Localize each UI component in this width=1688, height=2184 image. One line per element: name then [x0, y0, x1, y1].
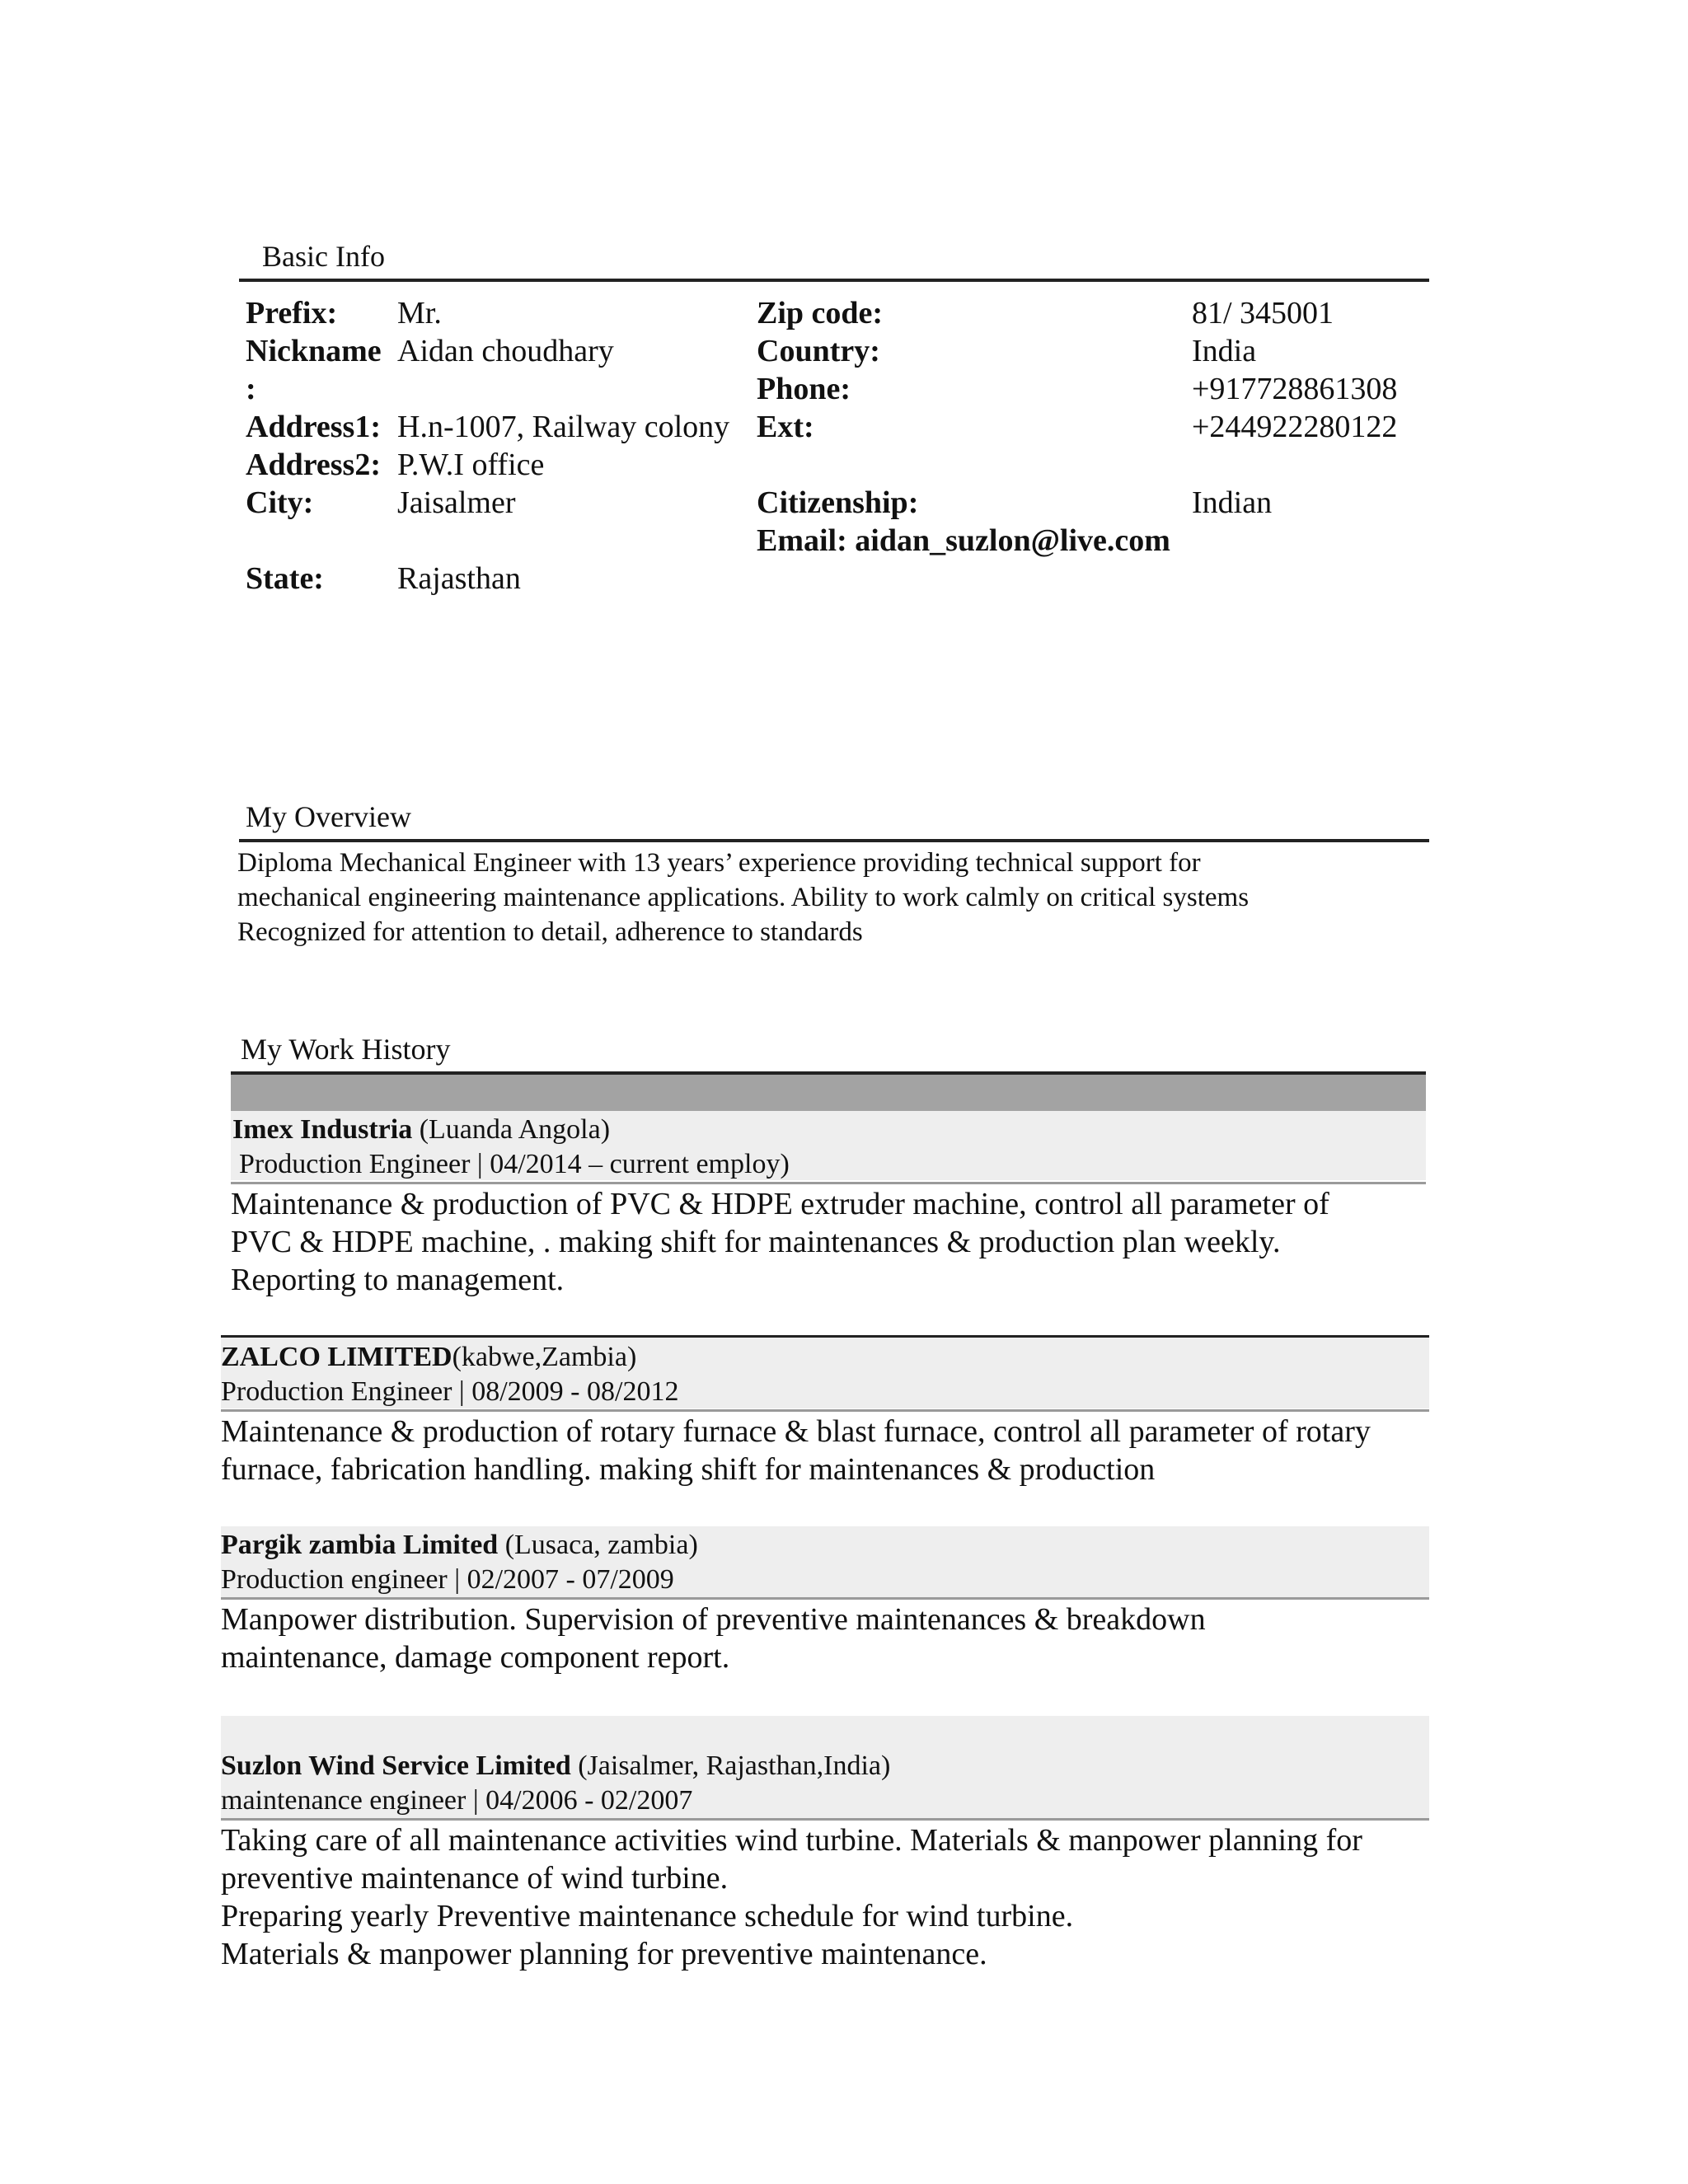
job-role-dates: Production Engineer | 04/2014 – current employ) [239, 1149, 790, 1179]
company-location: (kabwe,Zambia) [452, 1342, 637, 1372]
job-description-line: Materials & manpower planning for preventive maintenance. [221, 1937, 987, 1971]
job-description-line: Maintenance & production of PVC & HDPE extruder machine, control all parameter of [231, 1187, 1329, 1221]
job-description-line: Taking care of all maintenance activities wind turbine. Materials & manpower planning for [221, 1823, 1362, 1858]
job-company [221, 1342, 636, 1373]
company-name: Imex Industria [232, 1114, 413, 1145]
nickname-label: Nickname [246, 334, 382, 368]
company-name: ZALCO LIMITED [221, 1342, 452, 1372]
country-label: Country: [757, 334, 880, 368]
job-divider [231, 1182, 1426, 1184]
nickname-label-colon: : [246, 372, 256, 406]
section-divider [239, 839, 1429, 842]
address2-label: Address2: [246, 448, 381, 482]
job-description-line: Maintenance & production of rotary furnace & blast furnace, control all parameter of rotary [221, 1414, 1371, 1449]
job-company [232, 1114, 610, 1146]
zip-code-label: Zip code: [757, 296, 884, 330]
overview-heading: My Overview [246, 800, 411, 833]
company-location: (Jaisalmer, Rajasthan,India) [570, 1750, 891, 1781]
overview-line: Diploma Mechanical Engineer with 13 years’ experience providing technical support for [237, 848, 1201, 878]
job-company [221, 1750, 890, 1782]
job-role-dates: maintenance engineer | 04/2006 - 02/2007 [221, 1785, 693, 1816]
prefix-value: Mr. [397, 296, 442, 330]
company-name: Suzlon Wind Service Limited [221, 1750, 571, 1781]
basic-info-heading: Basic Info [262, 240, 385, 273]
job-description-line: furnace, fabrication handling. making shift for maintenances & production [221, 1452, 1156, 1487]
address2-value: P.W.I office [397, 448, 545, 482]
job-description-line: Preparing yearly Preventive maintenance schedule for wind turbine. [221, 1899, 1074, 1933]
address1-label: Address1: [246, 410, 381, 444]
work-history-heading: My Work History [241, 1033, 451, 1066]
zip-code-value: 81/ 345001 [1192, 296, 1334, 330]
job-role-dates: Production Engineer | 08/2009 - 08/2012 [221, 1376, 679, 1407]
job-description-line: Manpower distribution. Supervision of preventive maintenances & breakdown [221, 1602, 1206, 1637]
address1-value: H.n-1007, Railway colony [397, 410, 730, 444]
company-location: (Luanda Angola) [412, 1114, 611, 1145]
citizenship-value: Indian [1192, 485, 1273, 520]
email-line: Email: aidan_suzlon@live.com [757, 523, 1170, 558]
job-divider [221, 1409, 1429, 1412]
job-description-line: Reporting to management. [231, 1263, 565, 1297]
state-value: Rajasthan [397, 561, 521, 596]
city-label: City: [246, 485, 314, 520]
phone-value: +917728861308 [1192, 372, 1398, 406]
job-description-line: maintenance, damage component report. [221, 1640, 730, 1675]
overview-line: mechanical engineering maintenance applications. Ability to work calmly on critical systems [237, 883, 1250, 912]
job-description-line: preventive maintenance of wind turbine. [221, 1861, 729, 1896]
prefix-label: Prefix: [246, 296, 338, 330]
job-company [221, 1530, 698, 1561]
job-role-dates: Production engineer | 02/2007 - 07/2009 [221, 1564, 674, 1595]
company-name: Pargik zambia Limited [221, 1530, 499, 1560]
section-divider [239, 279, 1429, 282]
nickname-value: Aidan choudhary [397, 334, 614, 368]
ext-value: +244922280122 [1192, 410, 1398, 444]
state-label: State: [246, 561, 324, 596]
overview-line: Recognized for attention to detail, adherence to standards [237, 917, 863, 947]
work-history-header-bar [231, 1075, 1426, 1111]
phone-label: Phone: [757, 372, 851, 406]
job-divider [221, 1818, 1429, 1821]
city-value: Jaisalmer [397, 485, 516, 520]
job-description-line: PVC & HDPE machine, . making shift for maintenances & production plan weekly. [231, 1225, 1281, 1259]
country-value: India [1192, 334, 1257, 368]
company-location: (Lusaca, zambia) [498, 1530, 698, 1560]
ext-label: Ext: [757, 410, 814, 444]
job-divider [221, 1597, 1429, 1600]
citizenship-label: Citizenship: [757, 485, 919, 520]
